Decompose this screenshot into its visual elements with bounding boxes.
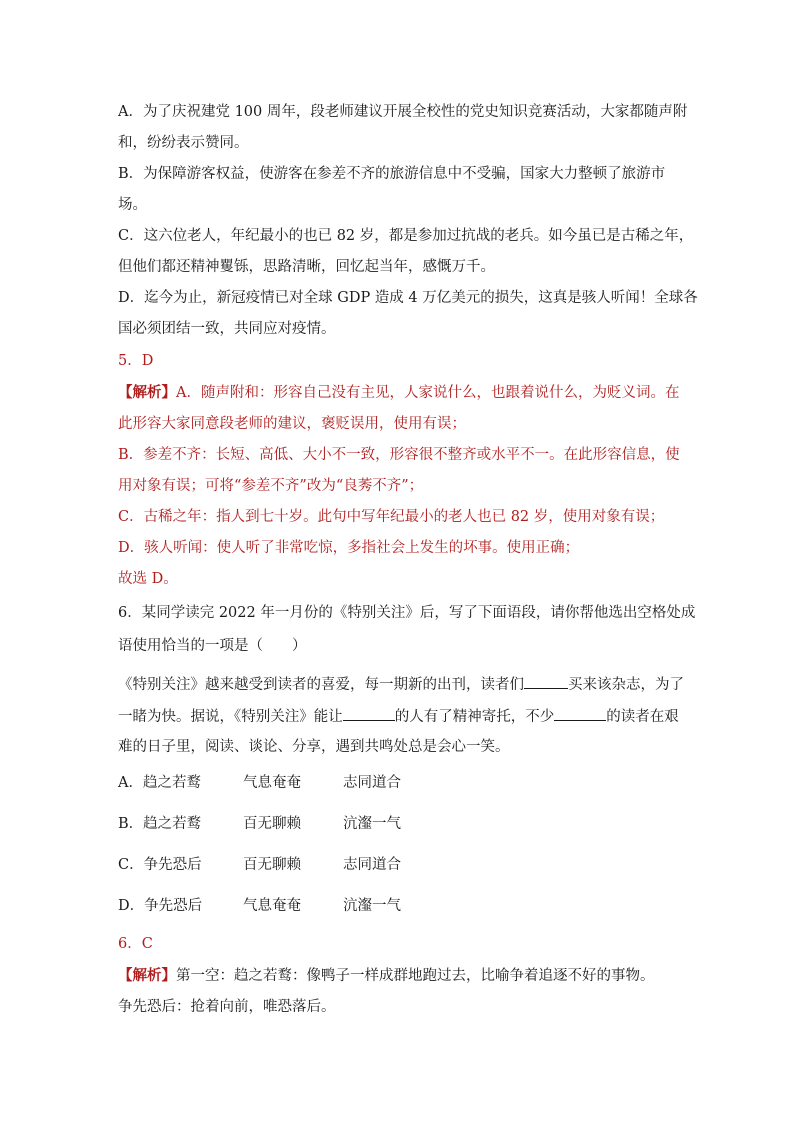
q6-blank-1: [524, 674, 568, 689]
q6-para-text: 一睹为快。据说，《特别关注》能让: [118, 709, 343, 725]
q5-answer: 5．D: [118, 353, 154, 369]
q5-conclusion: 故选 D。: [118, 571, 178, 587]
q6-para-text: 买来该杂志，为了: [568, 677, 684, 693]
q6-option-c-word1: C．争先恐后: [118, 857, 202, 873]
q4-option-a-line1: A．为了庆祝建党 100 周年，段老师建议开展全校性的党史知识竞赛活动，大家都随声附: [118, 104, 688, 120]
q4-option-c-line2: 但他们都还精神矍铄，思路清晰，回忆起当年，感慨万千。: [118, 259, 495, 275]
q6-blank-2: [343, 706, 395, 721]
q5-explanation-b-line2: 用对象有误；可将“参差不齐”改为“良莠不齐”；: [118, 478, 424, 494]
q6-option-b-word1: B．趋之若鹜: [118, 816, 202, 832]
q6-paragraph-line3: 难的日子里，阅读、谈论、分享，遇到共鸣处总是会心一笑。: [118, 739, 510, 755]
q6-stem-line1: 6．某同学读完 2022 年一月份的《特别关注》后，写了下面语段，请你帮他选出空格处成: [118, 605, 696, 621]
q5-analysis-tag: 【解析】: [118, 384, 176, 401]
q6-paragraph-line2: [118, 706, 679, 727]
q6-para-text: 的读者在艰: [606, 709, 679, 725]
q6-option-b-word2: 百无聊赖: [243, 816, 301, 832]
q4-option-d-line2: 国必须团结一致，共同应对疫情。: [118, 321, 336, 337]
q4-option-d-line1: D．迄今为止，新冠疫情已对全球 GDP 造成 4 万亿美元的损失，这真是骇人听闻！全球各: [118, 290, 698, 306]
q4-option-b-line2: 场。: [118, 197, 147, 213]
q5-explanation-c: C．古稀之年：指人到七十岁。此句中写年纪最小的老人也已 82 岁，使用对象有误；: [118, 509, 665, 525]
q6-option-a-word2: 气息奄奄: [243, 775, 301, 791]
q6-analysis-tag: 【解析】: [118, 967, 176, 984]
q6-option-d-word3: 沆瀣一气: [343, 898, 401, 914]
q6-stem-line2: 语使用恰当的一项是（ ）: [118, 638, 307, 654]
q6-exp-text: 第一空：趋之若鹜：像鸭子一样成群地跑过去，比喻争着追逐不好的事物。: [176, 968, 655, 984]
q6-option-b-word3: 沆瀣一气: [343, 816, 401, 832]
q6-explanation-line2: 争先恐后：抢着向前，唯恐落后。: [118, 999, 336, 1015]
q6-explanation-line1: [118, 966, 655, 986]
q6-option-d-word2: 气息奄奄: [243, 898, 301, 914]
q6-answer: 6．C: [118, 936, 153, 952]
q5-exp-a-text: A．随声附和：形容自己没有主见，人家说什么，也跟着说什么，为贬义词。在: [176, 385, 680, 401]
q6-option-d-word1: D．争先恐后: [118, 898, 203, 914]
q6-para-text: 的人有了精神寄托，不少: [394, 709, 555, 725]
q5-explanation-a-line1: [118, 383, 679, 403]
q4-option-a-line2: 和，纷纷表示赞同。: [118, 135, 249, 151]
q4-option-b-line1: B．为保障游客权益，使游客在参差不齐的旅游信息中不受骗，国家大力整顿了旅游市: [118, 166, 666, 182]
q5-explanation-b-line1: B．参差不齐：长短、高低、大小不一致，形容很不整齐或水平不一。在此形容信息，使: [118, 447, 680, 463]
q6-paragraph-line1: [118, 674, 684, 695]
q6-option-c-word3: 志同道合: [343, 857, 401, 873]
q6-option-a-word1: A．趋之若鹜: [118, 775, 201, 791]
q5-explanation-d: D．骇人听闻：使人听了非常吃惊，多指社会上发生的坏事。使用正确；: [118, 540, 580, 556]
q4-option-c-line1: C．这六位老人，年纪最小的也已 82 岁，都是参加过抗战的老兵。如今虽已是古稀之年，: [118, 228, 694, 244]
q6-para-text: 《特别关注》越来越受到读者的喜爱，每一期新的出刊，读者们: [118, 677, 524, 693]
q6-blank-3: [554, 706, 606, 721]
q5-explanation-a-line2: 此形容大家同意段老师的建议，褒贬误用，使用有误；: [118, 416, 466, 432]
q6-option-a-word3: 志同道合: [343, 775, 401, 791]
q6-option-c-word2: 百无聊赖: [243, 857, 301, 873]
